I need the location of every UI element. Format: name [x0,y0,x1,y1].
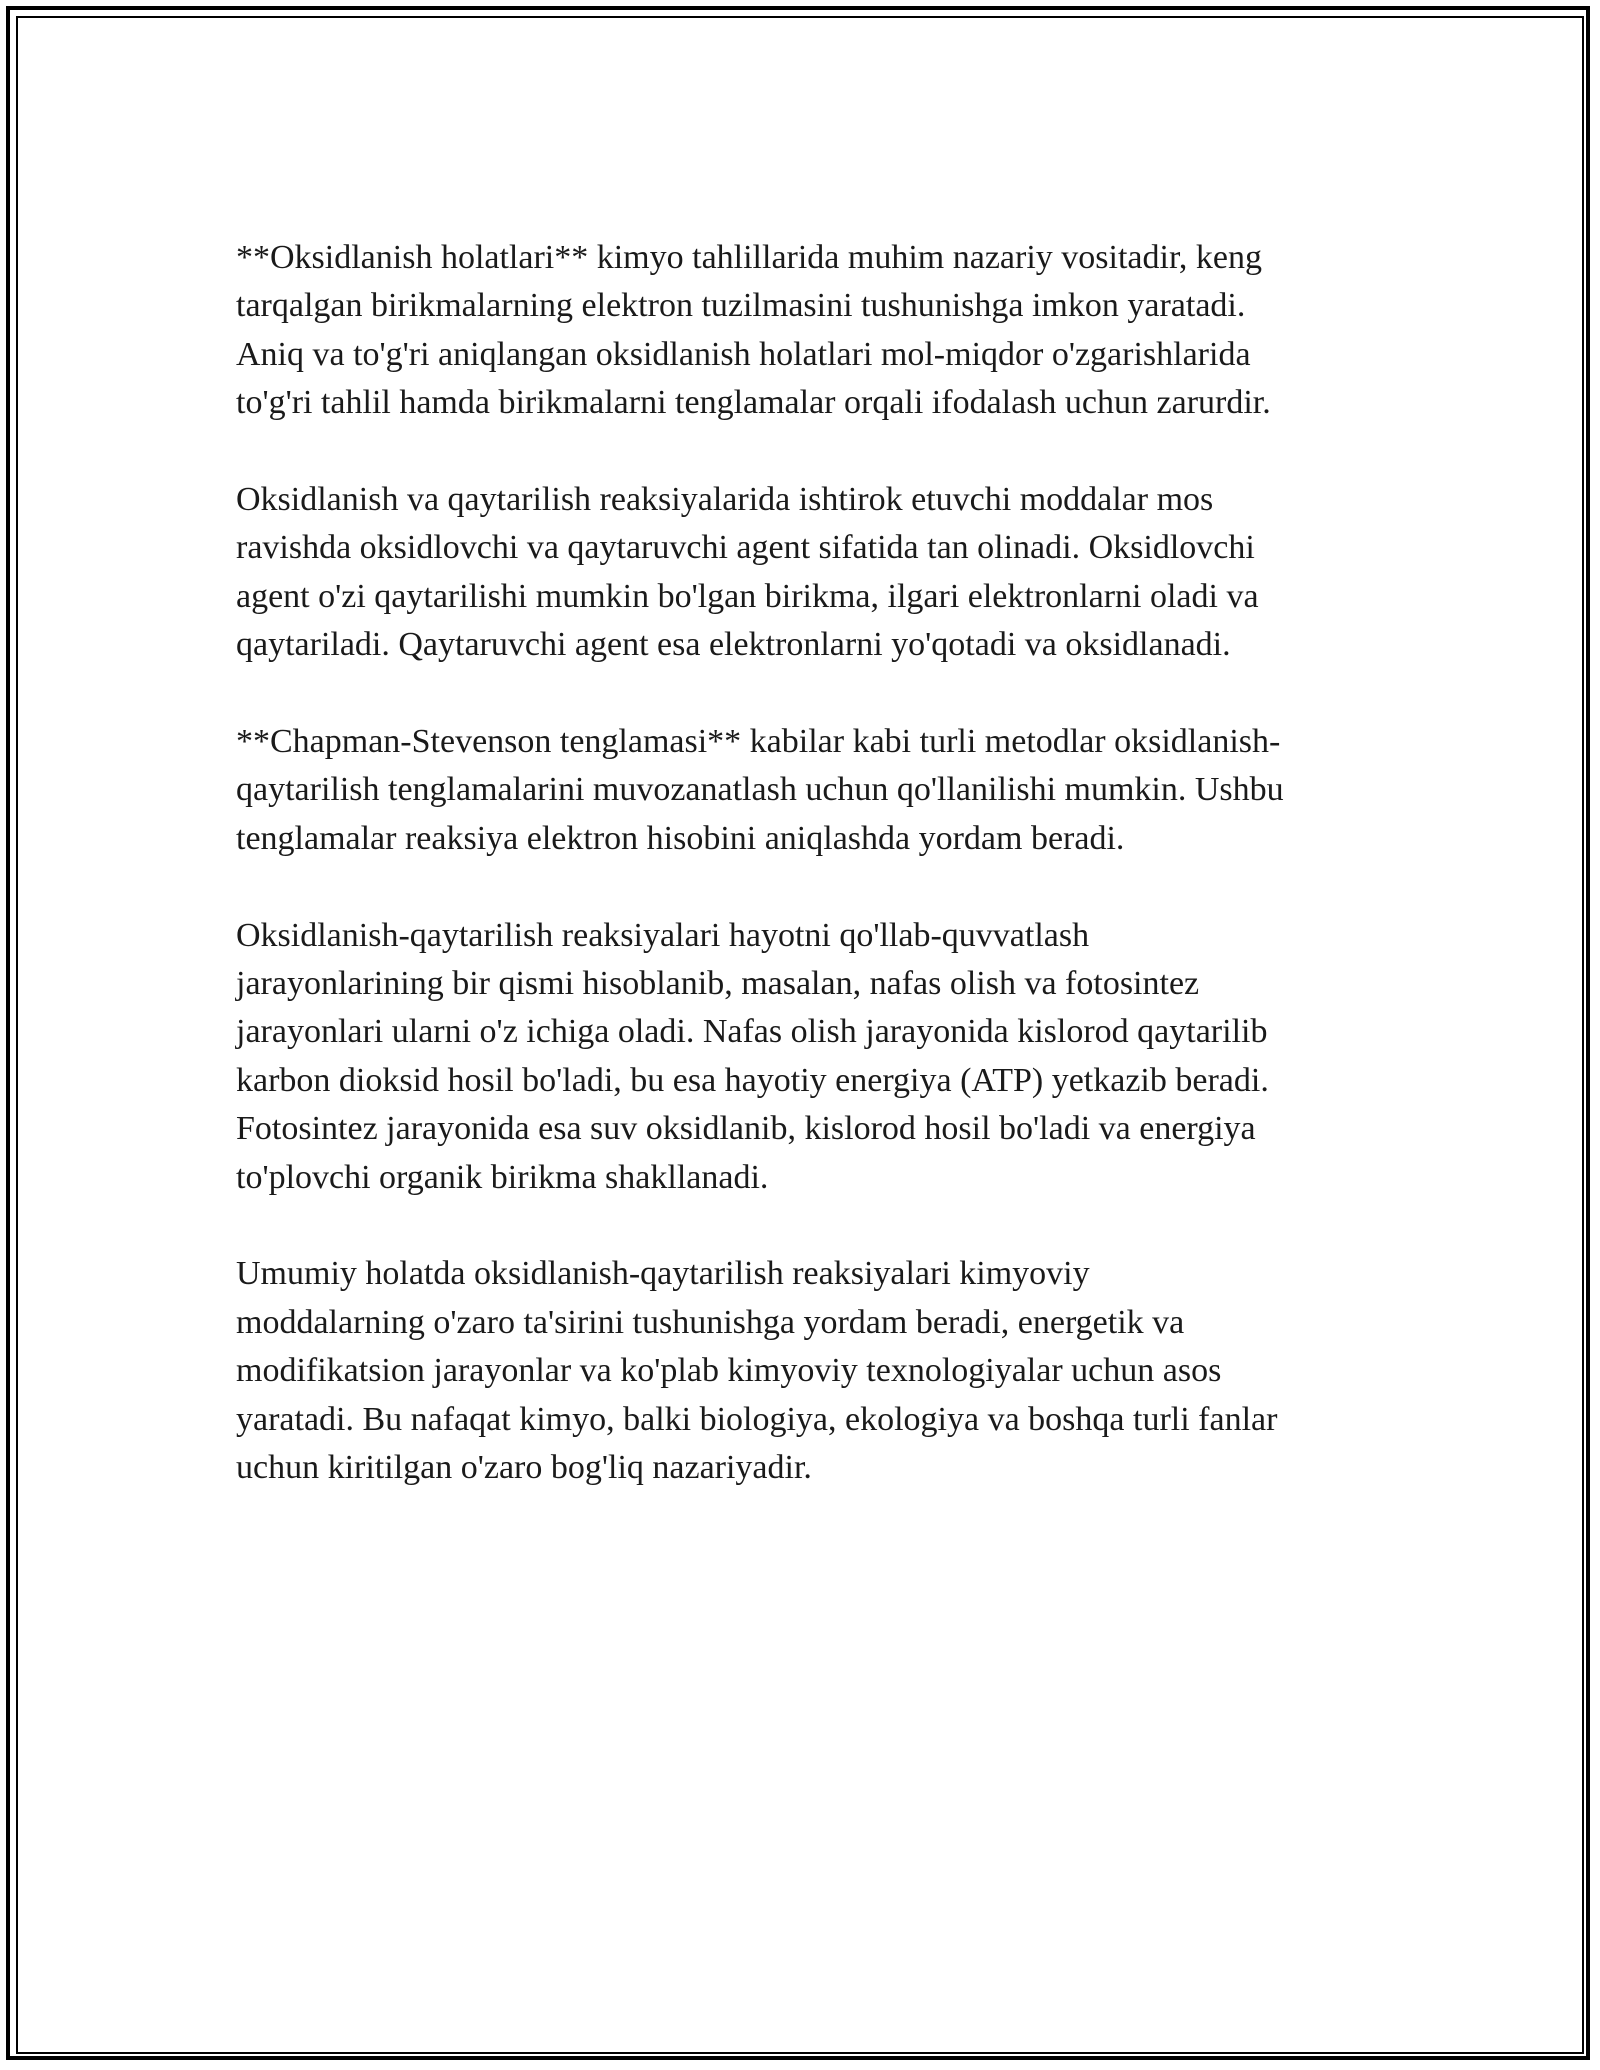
paragraph-oxidizing-reducing-agents: Oksidlanish va qaytarilish reaksiyalarida ishtirok etuvchi moddalar mos ravishda oksidlovchi va qaytaruvchi agent sifatida tan olinadi. Oksidlovchi agent o'zi qaytarilishi mumkin bo'lgan birikma, ilgari elektronlarni oladi va qaytariladi. Qaytaruvchi agent esa elektronlarni yo'qotadi va oksidlanadi. [236,481,1259,664]
paragraph-balancing-methods: **Chapman-Stevenson tenglamasi** kabilar kabi turli metodlar oksidlanish- qaytarilish tenglamalarini muvozanatlash uchun qo'llanilishi mumkin. Ushbu tenglamalar reaksiya elektron hisobini aniqlashda yordam beradi. [236,723,1284,857]
paragraph-life-processes: Oksidlanish-qaytarilish reaksiyalari hayotni qo'llab-quvvatlash jarayonlarining bir qismi hisoblanib, masalan, nafas olish va fotosintez jarayonlari ularni o'z ichiga oladi. Nafas olish jarayonida kislorod qaytarilib karbon dioksid hosil bo'ladi, bu esa hayotiy energiya (ATP) yetkazib beradi. Fotosintez jarayonida esa suv oksidlanib, kislorod hosil bo'ladi va energiya to'plovchi organik birikma shakllanadi. [236,916,1269,1196]
paragraph-conclusion: Umumiy holatda oksidlanish-qaytarilish reaksiyalari kimyoviy moddalarning o'zaro ta'sirini tushunishga yordam beradi, energetik va modifikatsion jarayonlar va ko'plab kimyoviy texnologiyalar uchun asos yaratadi. Bu nafaqat kimyo, balki biologiya, ekologiya va boshqa turli fanlar uchun kiritilgan o'zaro bog'liq nazariyadir. [236,1255,1278,1487]
document-body [236,234,1376,1541]
paragraph-oxidation-states: **Oksidlanish holatlari** kimyo tahlillarida muhim nazariy vositadir, keng tarqalgan birikmalarning elektron tuzilmasini tushunishga imkon yaratadi. Aniq va to'g'ri aniqlangan oksidlanish holatlari mol-miqdor o'zgarishlarida to'g'ri tahlil hamda birikmalarni tenglamalar orqali ifodalash uchun zarurdir. [236,239,1271,422]
